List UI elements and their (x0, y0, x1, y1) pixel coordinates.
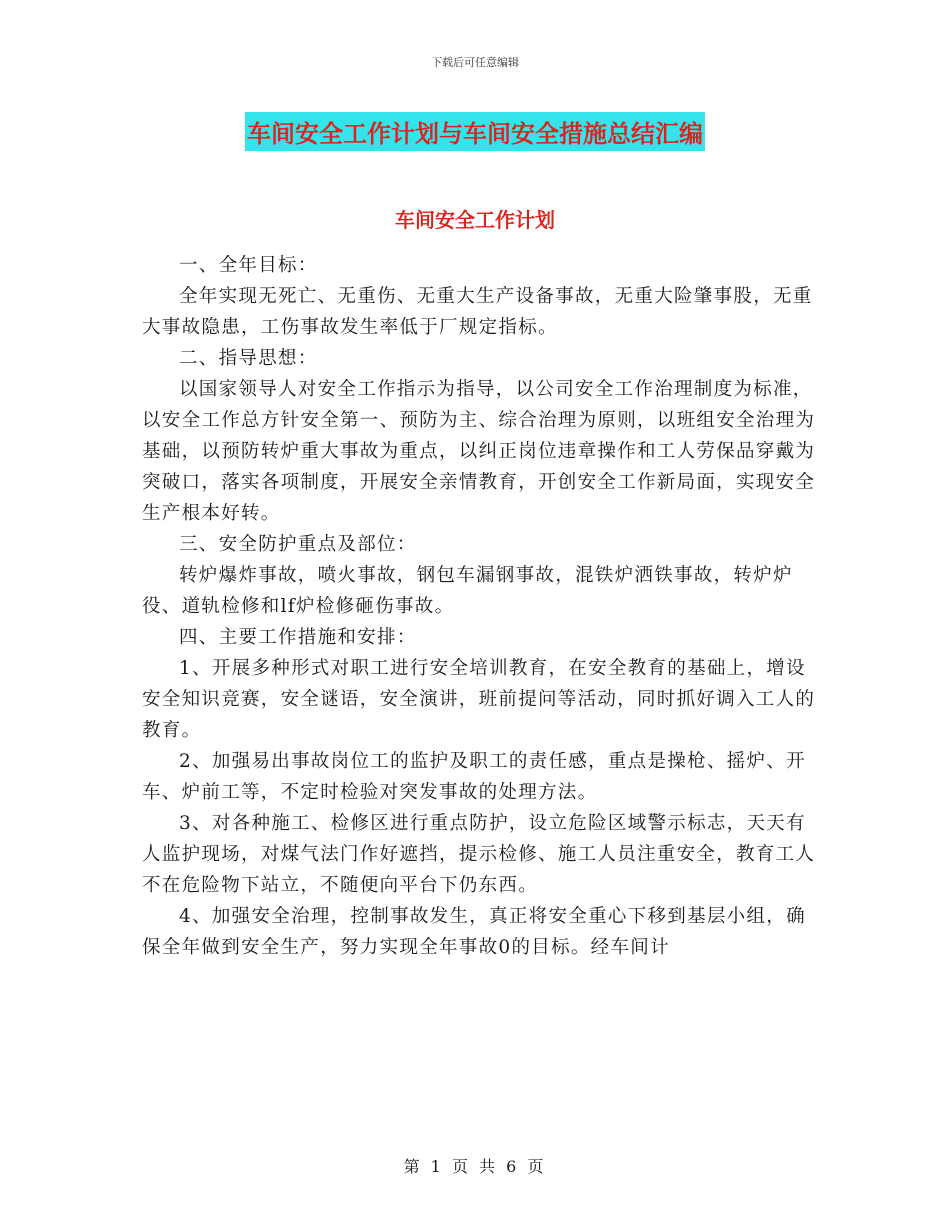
paragraph: 转炉爆炸事故，喷火事故，钢包车漏钢事故，混铁炉洒铁事故，转炉炉役、道轨检修和lf炉检修砸伤事故。 (142, 565, 793, 617)
page-number-footer: 第 1 页 共 6 页 (403, 1157, 547, 1176)
paragraph: 4、加强安全治理，控制事故发生，真正将安全重心下移到基层小组，确保全年做到安全生产，努力实现全年事故0的目标。经车间计 (142, 906, 806, 958)
section-title: 车间安全工作计划 (395, 208, 555, 232)
paragraph: 四、主要工作措施和安排： (179, 627, 417, 648)
paragraph: 一、全年目标： (179, 255, 318, 276)
main-title-container (0, 112, 950, 151)
document-body (142, 250, 822, 963)
paragraph: 1、开展多种形式对职工进行安全培训教育，在安全教育的基础上，增设安全知识竞赛，安全谜语，安全演讲，班前提问等活动，同时抓好调入工人的教育。 (142, 658, 816, 741)
paragraph: 3、对各种施工、检修区进行重点防护，设立危险区域警示标志，天天有人监护现场，对煤气法门作好遮挡，提示检修、施工人员注重安全，教育工人不在危险物下站立，不随便向平台下仍东西。 (142, 813, 816, 896)
main-title: 车间安全工作计划与车间安全措施总结汇编 (245, 112, 705, 151)
paragraph: 三、安全防护重点及部位： (179, 534, 417, 555)
header-note: 下载后可任意编辑 (431, 56, 519, 69)
paragraph: 二、指导思想： (179, 348, 318, 369)
paragraph: 以国家领导人对安全工作指示为指导，以公司安全工作治理制度为标准，以安全工作总方针安全第一、预防为主、综合治理为原则，以班组安全治理为基础，以预防转炉重大事故为重点，以纠正岗位违章操作和工人劳保品穿戴为突破口，落实各项制度，开展安全亲情教育，开创安全工作新局面，实现安全生产根本好转。 (142, 379, 816, 524)
paragraph: 2、加强易出事故岗位工的监护及职工的责任感，重点是操枪、摇炉、开车、炉前工等，不定时检验对突发事故的处理方法。 (142, 751, 806, 803)
paragraph: 全年实现无死亡、无重伤、无重大生产设备事故，无重大险肇事股，无重大事故隐患，工伤事故发生率低于厂规定指标。 (142, 286, 813, 338)
